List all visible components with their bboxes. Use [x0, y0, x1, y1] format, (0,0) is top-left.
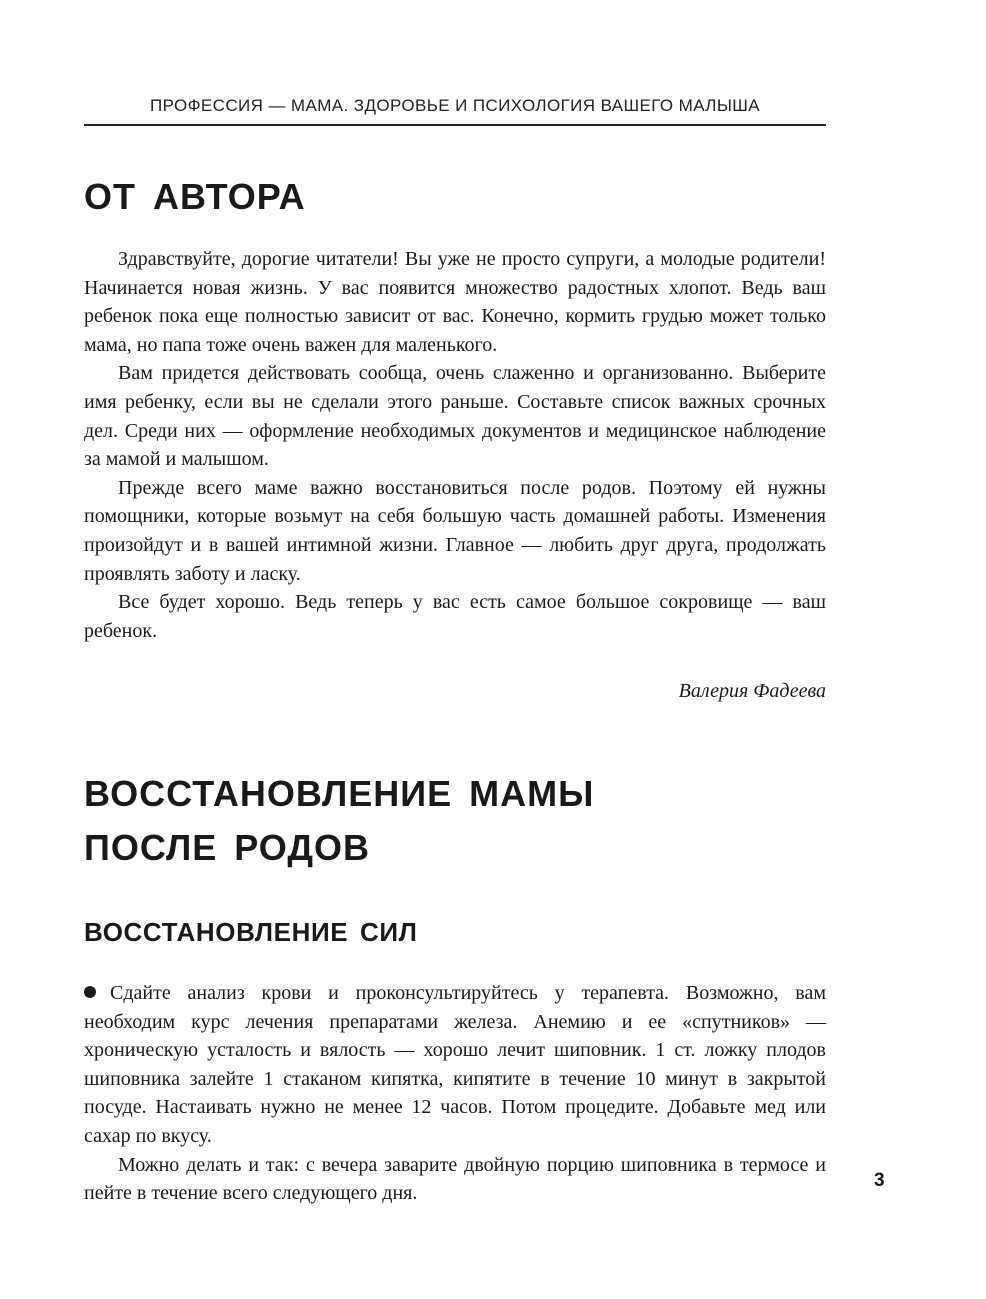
author-paragraph-1: Здравствуйте, дорогие читатели! Вы уже не просто супруги, а молодые родители! Начинается новая жизнь. У вас появится множество радостных хлопот. Ведь ваш ребенок пока еще полностью зависит от вас. Конечно, кормить грудью может только мама, но папа тоже очень важен для маленького. [84, 248, 826, 356]
bullet-item-text: Сдайте анализ крови и проконсультируйтесь у терапевта. Возможно, вам необходим курс лечения препаратами железа. Анемию и ее «спутников» — хроническую усталость и вялость — хорошо лечит шиповник. 1 ст. ложку плодов шиповника залейте 1 стаканом кипятка, кипятите в течение 10 минут в закрытой посуде. Настаивать нужно не менее 12 часов. Потом процедите. Добавьте мед или сахар по вкусу. [84, 982, 826, 1147]
recovery-section-body [84, 979, 826, 1208]
header-rule [84, 124, 826, 126]
author-paragraph-4: Все будет хорошо. Ведь теперь у вас есть самое большое сокровище — ваш ребенок. [84, 591, 826, 642]
bullet-icon [84, 986, 96, 998]
author-paragraph-2: Вам придется действовать сообща, очень слаженно и организованно. Выберите имя ребенку, если вы не сделали этого раньше. Составьте список важных срочных дел. Среди них — оформление необходимых документов и медицинское наблюдение за мамой и малышом. [84, 362, 826, 471]
author-signature: Валерия Фадеева [678, 680, 826, 702]
bullet-item [84, 979, 826, 1151]
recovery-subsection-title: ВОССТАНОВЛЕНИЕ СИЛ [84, 917, 418, 947]
author-section-title: ОТ АВТОРА [84, 176, 306, 217]
author-paragraph-3: Прежде всего маме важно восстановиться после родов. Поэтому ей нужны помощники, которые возьмут на себя большую часть домашней работы. Изменения произойдут и в вашей интимной жизни. Главное — любить друг друга, продолжать проявлять заботу и ласку. [84, 476, 826, 585]
recovery-paragraph: Можно делать и так: с вечера заварите двойную порцию шиповника в термосе и пейте в течение всего следующего дня. [84, 1153, 826, 1205]
recovery-section-title-line2: ПОСЛЕ РОДОВ [84, 827, 370, 868]
recovery-section-title-line1: ВОССТАНОВЛЕНИЕ МАМЫ [84, 773, 595, 814]
running-header: ПРОФЕССИЯ — МАМА. ЗДОРОВЬЕ И ПСИХОЛОГИЯ ВАШЕГО МАЛЫША [149, 96, 761, 115]
author-section-body [84, 245, 826, 645]
page-number: 3 [874, 1170, 885, 1191]
